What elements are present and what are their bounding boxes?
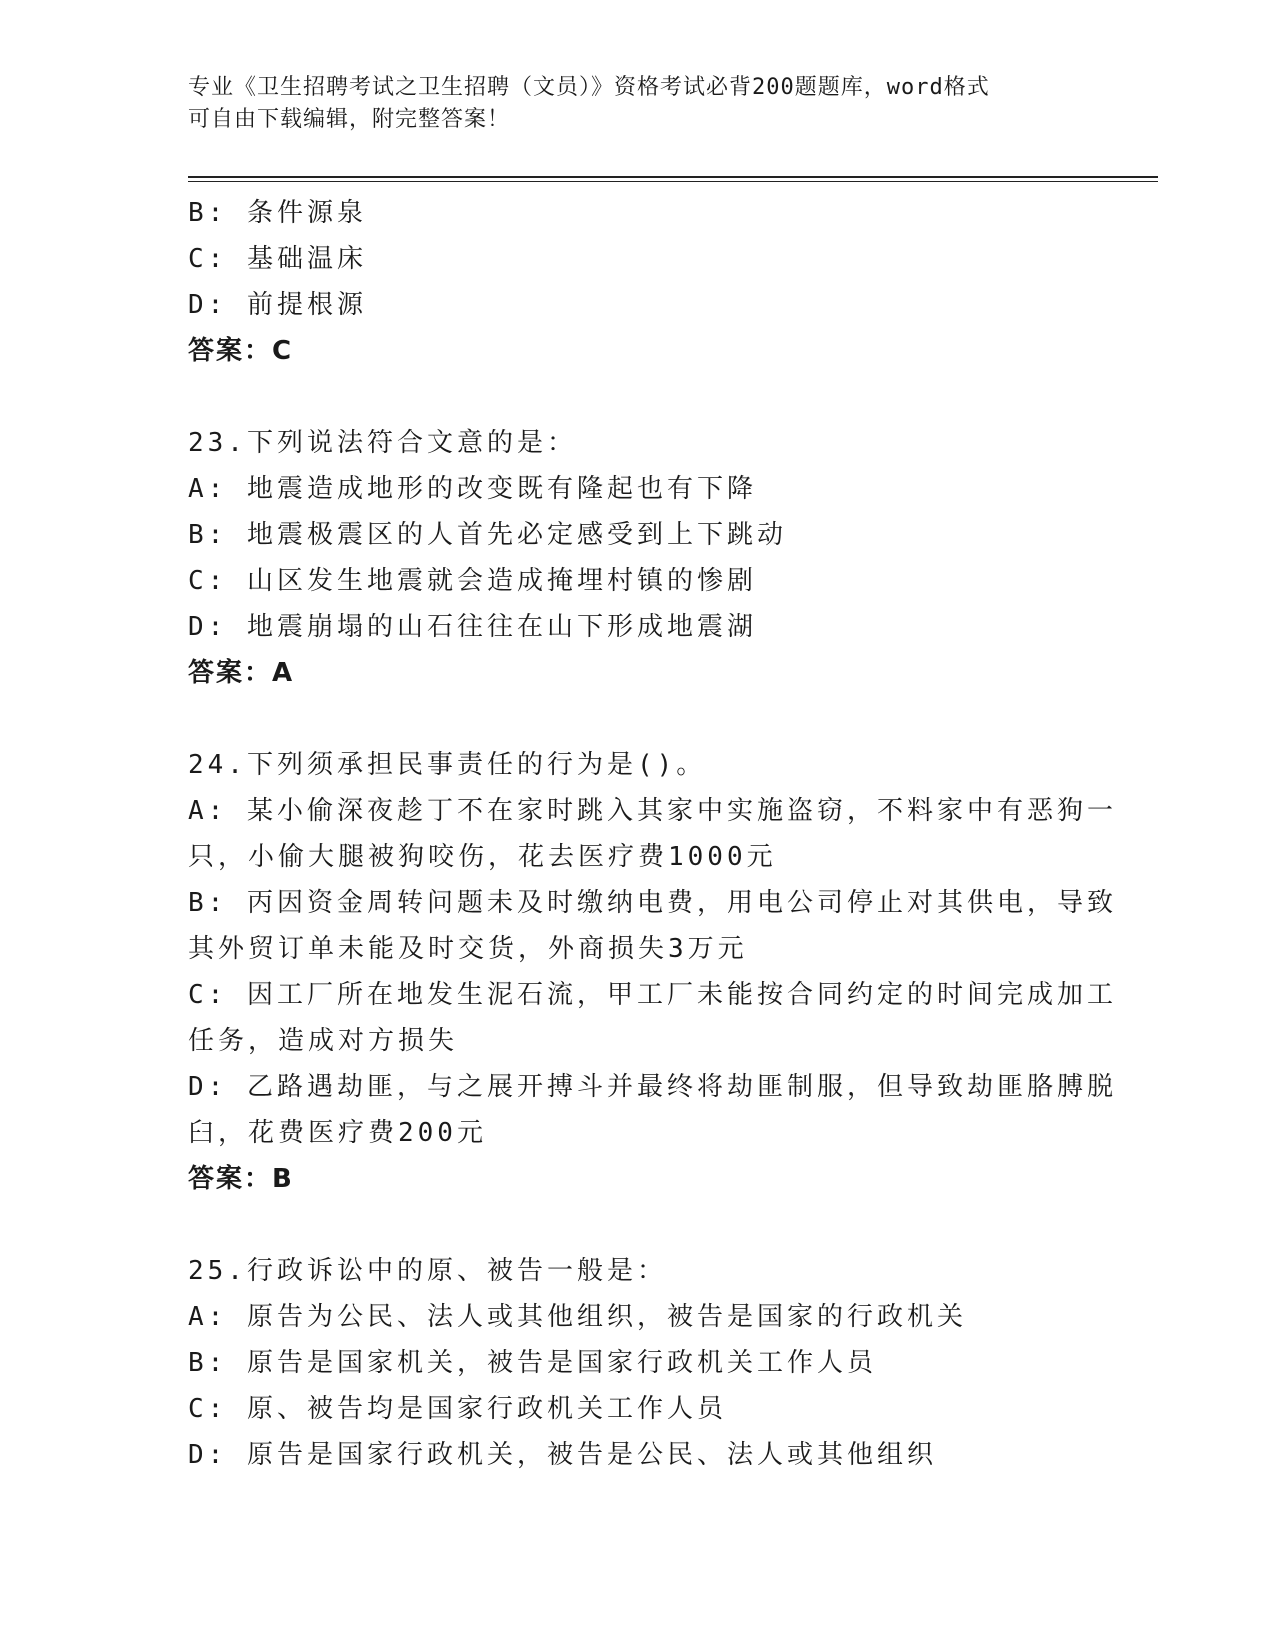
- option-d: D: 地震崩塌的山石往往在山下形成地震湖: [188, 612, 757, 642]
- option-d: D: 前提根源: [188, 290, 367, 320]
- option-b: B: 原告是国家机关，被告是国家行政机关工作人员: [188, 1348, 877, 1378]
- document-header: [188, 72, 1088, 136]
- question-25: [188, 1248, 1088, 1478]
- answer: 答案：A: [188, 658, 295, 688]
- answer: 答案：C: [188, 336, 294, 366]
- option-c: C: 原、被告均是国家行政机关工作人员: [188, 1394, 727, 1424]
- option-a: A: 地震造成地形的改变既有隆起也有下降: [188, 474, 757, 504]
- question-24: [188, 742, 1117, 1202]
- option-c-line-1: C: 因工厂所在地发生泥石流，甲工厂未能按合同约定的时间完成加工: [188, 980, 1117, 1010]
- option-a: A: 原告为公民、法人或其他组织，被告是国家的行政机关: [188, 1302, 967, 1332]
- answer: 答案：B: [188, 1164, 294, 1194]
- option-b: B: 地震极震区的人首先必定感受到上下跳动: [188, 520, 787, 550]
- option-b-line-2: 其外贸订单未能及时交货，外商损失3万元: [188, 934, 748, 964]
- question-list: [188, 190, 1117, 1478]
- option-d: D: 原告是国家行政机关，被告是公民、法人或其他组织: [188, 1440, 937, 1470]
- question-text: 23.下列说法符合文意的是：: [188, 428, 577, 458]
- option-c-line-2: 任务，造成对方损失: [188, 1026, 459, 1056]
- option-d-line-2: 臼，花费医疗费200元: [188, 1118, 487, 1148]
- option-a-line-2: 只，小偷大腿被狗咬伤，花去医疗费1000元: [188, 842, 777, 872]
- question-text: 24.下列须承担民事责任的行为是()。: [188, 750, 707, 780]
- option-d-line-1: D: 乙路遇劫匪，与之展开搏斗并最终将劫匪制服，但导致劫匪胳膊脱: [188, 1072, 1117, 1102]
- option-c: C: 山区发生地震就会造成掩埋村镇的惨剧: [188, 566, 757, 596]
- option-a-line-1: A: 某小偷深夜趁丁不在家时跳入其家中实施盗窃，不料家中有恶狗一: [188, 796, 1117, 826]
- option-b: B: 条件源泉: [188, 198, 367, 228]
- question-23: [188, 420, 1088, 696]
- option-c: C: 基础温床: [188, 244, 367, 274]
- header-divider: [188, 176, 1158, 182]
- option-b-line-1: B: 丙因资金周转问题未及时缴纳电费，用电公司停止对其供电，导致: [188, 888, 1117, 918]
- header-line-1: 专业《卫生招聘考试之卫生招聘（文员）》资格考试必背200题题库，word格式: [188, 75, 990, 100]
- header-line-2: 可自由下载编辑，附完整答案！: [188, 107, 511, 132]
- question-text: 25.行政诉讼中的原、被告一般是：: [188, 1256, 667, 1286]
- question-22: [188, 190, 1088, 374]
